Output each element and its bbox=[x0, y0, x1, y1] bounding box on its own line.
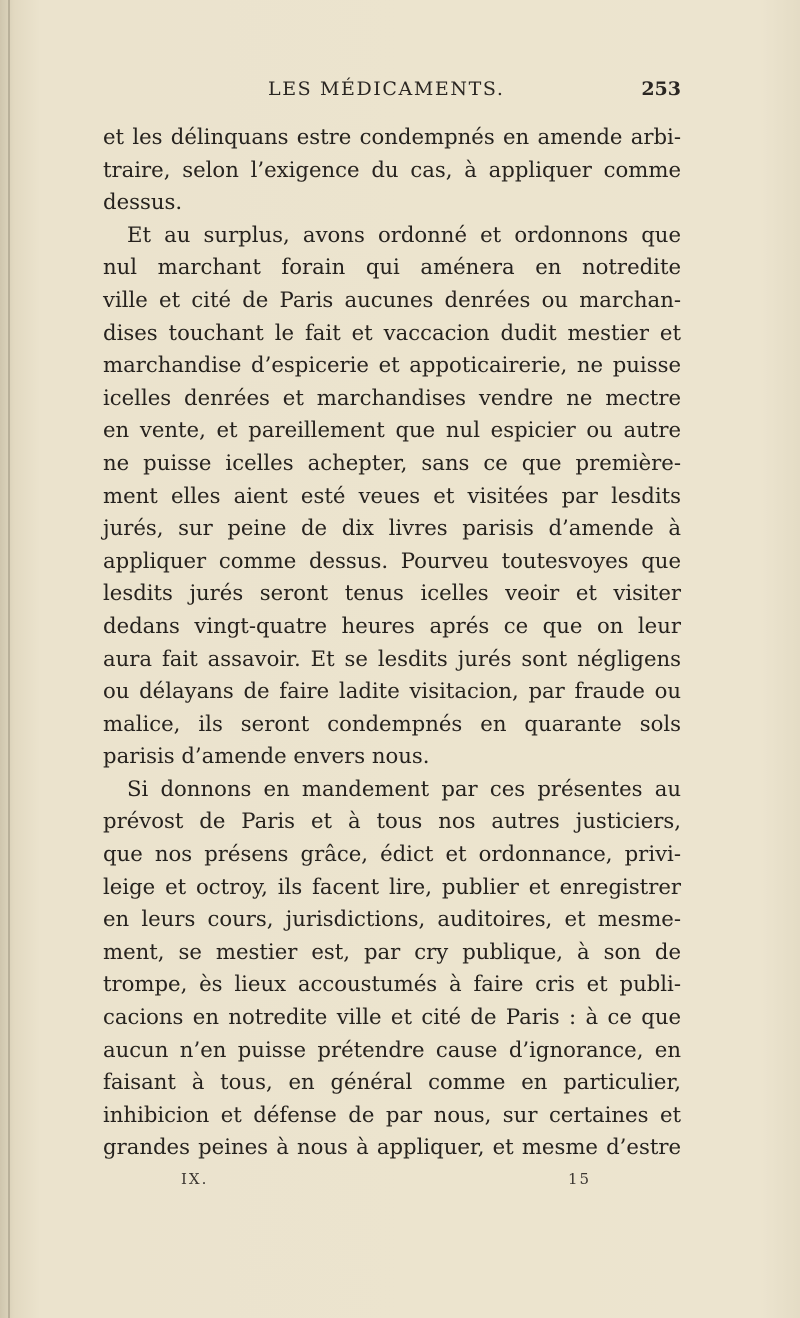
text-line: en vente, et pareillement que nul espicier ou autre bbox=[103, 417, 681, 443]
text-line: leige et octroy, ils facent lire, publier et enregistrer bbox=[103, 873, 681, 899]
text-line: dessus. bbox=[103, 189, 183, 215]
text-line: appliquer comme dessus. Pourveu toutesvoyes que bbox=[103, 547, 681, 573]
text-line: icelles denrées et marchandises vendre ne mectre bbox=[103, 384, 681, 410]
text-line: grandes peines à nous à appliquer, et mesme d’estre bbox=[103, 1134, 681, 1160]
text-line: ou délayans de faire ladite visitacion, par fraude ou bbox=[103, 678, 681, 704]
text-line: Et au surplus, avons ordonné et ordonnons que bbox=[127, 221, 681, 247]
running-head: LES MÉDICAMENTS. bbox=[268, 78, 505, 100]
signature-mark: IX. bbox=[181, 1170, 209, 1188]
text-line: ment, se mestier est, par cry publique, à son de bbox=[103, 938, 681, 964]
text-line: Si donnons en mandement par ces présentes au bbox=[127, 775, 681, 801]
text-line: en leurs cours, jurisdictions, auditoires, et mesme- bbox=[103, 906, 681, 932]
text-line: aucun n’en puisse prétendre cause d’ignorance, en bbox=[103, 1036, 681, 1062]
text-line: que nos présens grâce, édict et ordonnance, privi- bbox=[103, 841, 681, 867]
text-line: marchandise d’espicerie et appoticairerie, ne puisse bbox=[103, 352, 681, 378]
text-line: trompe, ès lieux accoustumés à faire cris et publi- bbox=[103, 971, 681, 997]
text-line: ment elles aient esté veues et visitées par lesdits bbox=[103, 482, 681, 508]
text-line: traire, selon l’exigence du cas, à appliquer comme bbox=[103, 156, 681, 182]
text-line: dises touchant le fait et vaccacion dudit mestier et bbox=[103, 319, 681, 345]
text-line: nul marchant forain qui aménera en notredite bbox=[103, 254, 681, 280]
text-line: cacions en notredite ville et cité de Paris : à ce que bbox=[103, 1004, 681, 1030]
page-header bbox=[103, 78, 681, 104]
text-line: aura fait assavoir. Et se lesdits jurés sont négligens bbox=[103, 645, 681, 671]
sheet-number: 15 bbox=[568, 1170, 592, 1188]
gutter-line bbox=[8, 0, 10, 1318]
text-line: parisis d’amende envers nous. bbox=[103, 743, 430, 769]
text-line: ville et cité de Paris aucunes denrées ou marchan- bbox=[103, 286, 681, 312]
text-line: ne puisse icelles achepter, sans ce que première- bbox=[103, 449, 681, 475]
text-line: faisant à tous, en général comme en particulier, bbox=[103, 1069, 681, 1095]
text-line: dedans vingt-quatre heures aprés ce que on leur bbox=[103, 612, 681, 638]
text-line: malice, ils seront condempnés en quarante sols bbox=[103, 710, 681, 736]
text-line: jurés, sur peine de dix livres parisis d’amende à bbox=[103, 515, 681, 541]
text-line: lesdits jurés seront tenus icelles veoir et visiter bbox=[103, 580, 681, 606]
page-footer bbox=[103, 1170, 681, 1192]
text-line: et les délinquans estre condempnés en amende arbi- bbox=[103, 124, 681, 149]
body-text bbox=[103, 121, 681, 1164]
text-line: inhibicion et défense de par nous, sur certaines et bbox=[103, 1101, 681, 1127]
page-number: 253 bbox=[641, 78, 681, 100]
text-line: prévost de Paris et à tous nos autres justiciers, bbox=[103, 808, 681, 834]
